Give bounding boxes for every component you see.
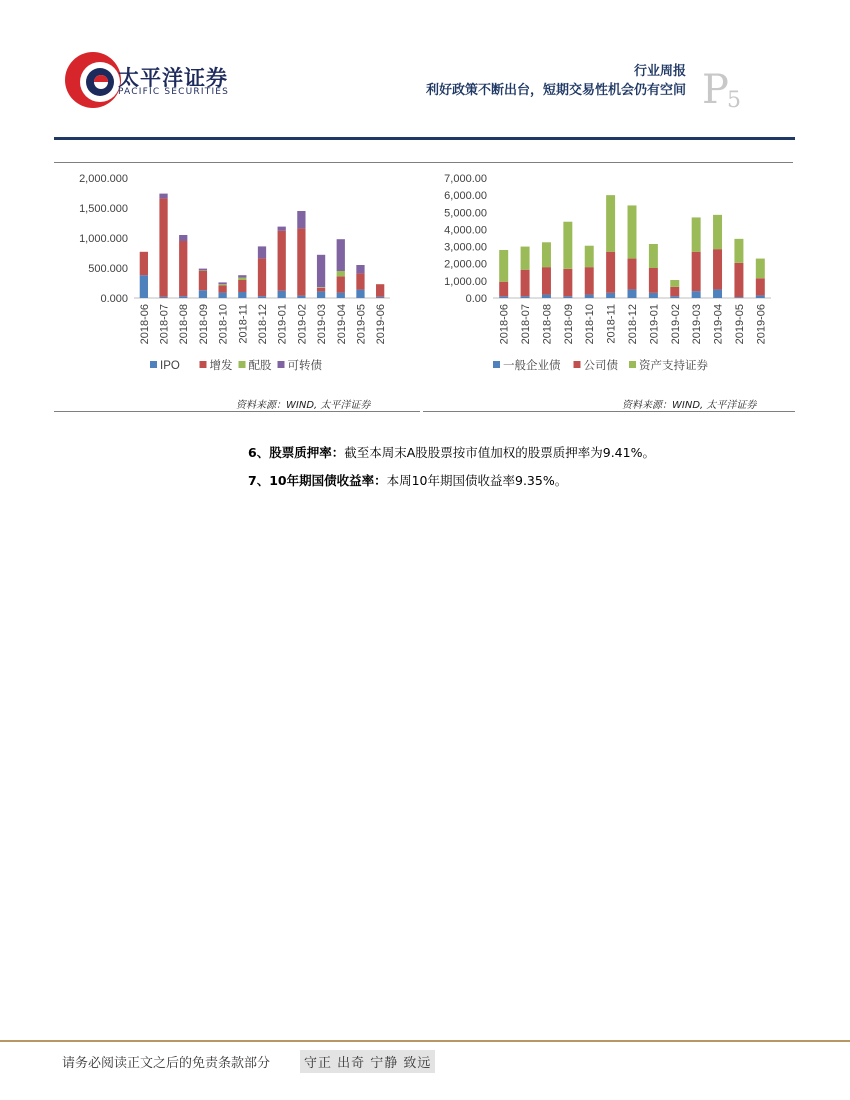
bar-segment [159,297,167,298]
y-tick-label: 2,000.000 [79,173,128,185]
bar-segment [297,211,305,228]
bar-segment [238,280,246,292]
bar-segment [199,270,207,271]
bar-segment [521,296,530,298]
legend-swatch [278,361,285,368]
brand-name-chinese: 太平洋证券 [118,66,228,90]
right-source-divider [423,411,795,412]
bar-segment [606,293,615,298]
bar-segment [317,291,325,298]
bar-segment [218,282,226,284]
legend-label: 公司债 [583,360,618,372]
bar-segment [542,295,551,298]
chart-top-border [423,162,793,163]
bar-segment [159,198,167,296]
legend-label: 一般企业债 [503,360,561,372]
bar-segment [179,235,187,241]
y-tick-label: 4,000.00 [444,224,487,237]
x-tick-label: 2019-02 [669,304,682,345]
bar-segment [199,290,207,298]
bar-segment [499,296,508,298]
legend-swatch [239,361,246,368]
x-tick-label: 2018-12 [627,304,639,345]
bar-segment [337,276,345,292]
bar-segment [356,290,364,298]
legend-swatch [200,361,207,368]
bar-segment [692,291,701,298]
y-tick-label: 3,000.00 [444,241,487,254]
bar-segment [297,296,305,298]
x-tick-label: 2018-12 [257,304,269,345]
x-tick-label: 2018-10 [217,304,230,345]
bar-segment [542,267,551,294]
bar-segment [542,242,551,267]
bar-segment [713,249,722,289]
legend-swatch [574,361,581,368]
left-source-divider [54,411,420,412]
legend-label: 资产支持证券 [639,360,708,372]
bar-segment [563,222,572,269]
header-divider [54,137,795,140]
bar-segment [317,255,325,287]
page-number: 5 [727,88,741,113]
bar-segment [628,259,637,290]
y-tick-label: 5,000.00 [444,207,487,220]
pledge-ratio-text: 截至本周末A股股票按市值加权的股票质押率为9.41%。 [344,445,655,460]
x-tick-label: 2019-04 [335,304,348,345]
bar-segment [297,228,305,295]
bar-segment [376,297,384,298]
bar-segment [499,250,508,282]
bar-segment [628,289,637,298]
legend-swatch [493,361,500,368]
bar-segment [734,297,743,298]
bond-yield-text: 本周10年期国债收益率9.35%。 [386,473,568,488]
left-chart-source: 资料来源：WIND, 太平洋证券 [236,400,371,411]
x-tick-label: 2018-07 [158,304,171,345]
bar-segment [317,288,325,292]
bar-segment [670,287,679,296]
bar-segment [734,263,743,297]
right-chart-source: 资料来源：WIND, 太平洋证券 [622,400,757,411]
y-tick-label: 1,000.00 [444,275,487,288]
x-tick-label: 2019-05 [733,304,746,345]
x-tick-label: 2019-01 [276,304,289,345]
footer-divider [0,1040,850,1042]
bar-segment [258,246,266,258]
bar-segment [337,271,345,276]
legend-label: IPO [160,360,180,372]
bar-segment [713,215,722,249]
bar-segment [585,246,594,267]
x-tick-label: 2019-02 [296,304,309,345]
equity-financing-chart [54,162,424,392]
x-tick-label: 2019-06 [375,304,388,345]
paragraph-pledge-ratio [248,443,655,461]
bar-segment [649,293,658,298]
bar-segment [713,289,722,298]
bar-segment [159,194,167,199]
bar-segment [692,252,701,291]
bar-segment [238,275,246,277]
x-tick-label: 2018-11 [605,304,618,344]
bar-segment [140,252,148,275]
bar-segment [649,244,658,268]
bar-segment [585,267,594,294]
bar-segment [649,268,658,293]
bar-segment [563,296,572,298]
pledge-ratio-label: 6、股票质押率： [248,445,345,460]
x-tick-label: 2018-07 [520,304,533,345]
bar-segment [337,239,345,271]
bar-segment [376,284,384,297]
bond-financing-chart [423,162,793,392]
y-tick-label: 7,000.00 [444,173,487,185]
x-tick-label: 2019-06 [755,304,768,345]
x-tick-label: 2018-06 [498,304,511,345]
paragraph-bond-yield [248,471,567,489]
x-tick-label: 2018-09 [197,304,210,345]
bar-segment [521,247,530,270]
bar-segment [499,282,508,297]
bar-segment [199,271,207,290]
bond-financing-chart-svg [423,162,793,392]
x-tick-label: 2018-08 [541,304,554,345]
legend-label: 配股 [248,360,272,372]
bar-segment [734,239,743,263]
bar-segment [179,296,187,298]
y-tick-label: 500.000 [88,263,128,275]
bar-segment [628,205,637,258]
x-tick-label: 2018-10 [584,304,597,345]
bar-segment [670,280,679,287]
bar-segment [278,291,286,298]
bar-segment [756,278,765,295]
bar-segment [278,227,286,231]
x-tick-label: 2019-03 [316,304,329,345]
bar-segment [218,284,226,285]
bar-segment [317,287,325,288]
y-tick-label: 1,500.000 [79,203,128,215]
chart-top-border [54,162,424,163]
x-tick-label: 2019-03 [691,304,704,345]
legend-label: 可转债 [287,360,322,372]
bond-yield-label: 7、10年期国债收益率： [248,473,387,488]
bar-segment [585,295,594,298]
report-category: 行业周报 [633,64,686,79]
footer-motto: 守正 出奇 宁静 致远 [300,1050,435,1073]
bar-segment [140,275,148,298]
x-tick-label: 2019-05 [355,304,368,345]
equity-financing-chart-svg [54,162,424,392]
y-tick-label: 0.00 [465,293,487,305]
brand-name-english: PACIFIC SECURITIES [118,87,230,97]
footer-disclaimer: 请务必阅读正文之后的免责条款部分 [62,1056,271,1071]
x-tick-label: 2018-06 [138,304,151,345]
x-tick-label: 2019-01 [648,304,661,345]
x-tick-label: 2018-11 [237,304,250,344]
bar-segment [606,252,615,293]
bar-segment [278,231,286,291]
y-tick-label: 6,000.00 [444,190,487,203]
y-tick-label: 0.000 [100,293,128,305]
page-letter: P [702,67,729,113]
bar-segment [238,278,246,280]
bar-segment [258,258,266,296]
bar-segment [521,270,530,297]
bar-segment [692,217,701,251]
bar-segment [356,265,364,273]
x-tick-label: 2019-04 [712,304,725,345]
bar-segment [337,293,345,298]
x-tick-label: 2018-08 [178,304,191,345]
legend-swatch [150,361,157,368]
legend-swatch [629,361,636,368]
legend-label: 增发 [209,360,233,372]
x-tick-label: 2018-09 [562,304,575,345]
y-tick-label: 1,000.000 [79,233,128,245]
bar-segment [218,285,226,292]
bar-segment [179,241,187,296]
bar-segment [238,292,246,298]
bar-segment [258,296,266,298]
bar-segment [563,269,572,296]
report-title: 利好政策不断出台，短期交易性机会仍有空间 [425,83,686,98]
bar-segment [199,269,207,271]
bar-segment [756,295,765,298]
bar-segment [756,259,765,279]
bar-segment [218,293,226,298]
y-tick-label: 2,000.00 [444,258,487,271]
bar-segment [356,273,364,289]
bar-segment [606,195,615,252]
bar-segment [670,296,679,298]
